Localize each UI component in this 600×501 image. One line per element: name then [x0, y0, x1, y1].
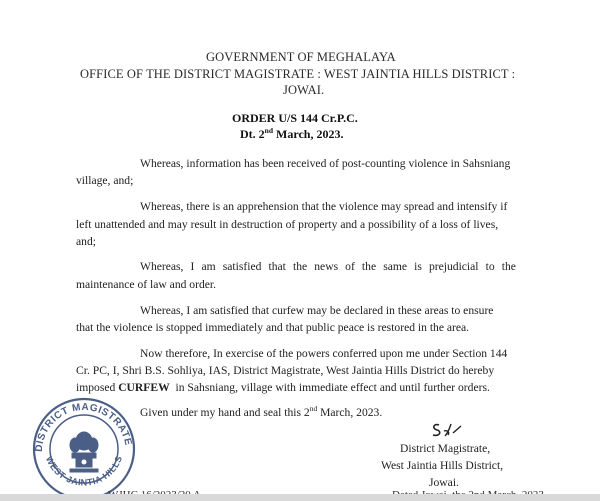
- order-title: ORDER U/S 144 Cr.P.C.: [232, 111, 358, 125]
- para-3-line-2: maintenance of law and order.: [76, 278, 217, 291]
- national-emblem-icon: [70, 432, 98, 472]
- scan-edge-strip: [0, 494, 600, 501]
- para-4-line-1: Whereas, I am satisfied that curfew may be declared in these areas to ensure: [140, 304, 494, 317]
- given-under-line: [140, 406, 382, 419]
- stamp-top-text: DISTRICT MAGISTRATE: [33, 401, 134, 453]
- para-1-line-2: village, and;: [76, 174, 134, 187]
- order-date-suffix: March, 2023.: [273, 127, 344, 141]
- para-2-line-1: Whereas, there is an apprehension that the violence may spread and intensify if: [140, 200, 508, 213]
- para-5-line-3-pre: imposed: [76, 381, 119, 394]
- signatory-title: District Magistrate,: [400, 442, 491, 455]
- curfew-word: CURFEW: [118, 381, 170, 394]
- govt-header-line: GOVERNMENT OF MEGHALAYA: [206, 50, 396, 64]
- signatory-district: West Jaintia Hills District,: [381, 459, 504, 472]
- para-4-line-2: that the violence is stopped immediately and that public peace is restored in the area.: [76, 321, 470, 334]
- official-seal-stamp: [24, 394, 142, 494]
- order-date: [240, 127, 343, 142]
- para-2-line-2: left unattended and may result in destruction of property and a possibility of a loss of lives,: [76, 218, 499, 231]
- para-5-line-2: Cr. PC, I, Shri B.S. Sohliya, IAS, District Magistrate, West Jaintia Hills District do hereby: [76, 364, 495, 377]
- order-date-prefix: Dt. 2: [240, 127, 265, 141]
- given-under-pre: Given under my hand and seal this 2: [140, 406, 310, 419]
- office-header-line: OFFICE OF THE DISTRICT MAGISTRATE : WEST JAINTIA HILLS DISTRICT :: [80, 67, 516, 81]
- given-under-post: March, 2023.: [317, 406, 383, 419]
- para-2-line-3: and;: [76, 235, 96, 248]
- order-date-sup: nd: [264, 126, 274, 135]
- signature-mark: [428, 418, 464, 442]
- para-5-line-1: Now therefore, In exercise of the powers conferred upon me under Section 144: [140, 347, 508, 360]
- location-header-line: JOWAI.: [283, 83, 325, 97]
- stamp-bottom-text: WEST JAINTIA HILLS: [43, 454, 125, 488]
- para-1-line-1: Whereas, information has been received of post-counting violence in Sahsniang: [140, 157, 511, 170]
- signatory-location: Jowai.: [429, 476, 459, 489]
- para-5-line-3: [76, 381, 490, 394]
- para-3-line-1: Whereas, I am satisfied that the news of the same is prejudicial to the: [140, 260, 516, 273]
- para-5-line-3-post: in Sahsniang, village with immediate effect and until further orders.: [169, 381, 490, 394]
- given-under-sup: nd: [309, 404, 318, 414]
